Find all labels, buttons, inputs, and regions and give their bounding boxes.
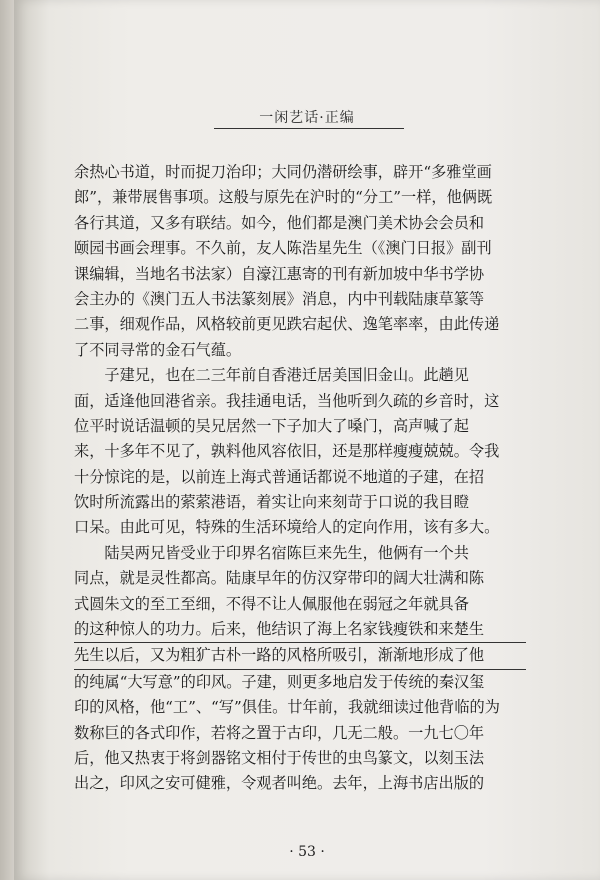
underlined-text-line: 的这种惊人的功力。后来，他结识了海上名家钱瘦铁和来楚生 <box>74 617 526 643</box>
text-line: 数称巨的各式印作，若将之置于古印，几无二般。一九七〇年 <box>74 723 485 742</box>
book-page <box>14 0 600 880</box>
underlined-text-line: 先生以后，又为粗犷古朴一路的风格所吸引，渐渐地形成了他 <box>74 643 526 669</box>
text-line: 出之，印风之安可健雅，令观者叫绝。去年，上海书店出版的 <box>74 774 485 793</box>
text-line: 郎”，兼带展售事项。这般与原先在沪时的“分工”一样，他俩既 <box>74 188 493 207</box>
body-text <box>74 160 526 797</box>
page-number: · 53 · <box>289 844 325 860</box>
running-header: 一闲艺话·正编 <box>259 110 355 126</box>
text-line: 口呆。由此可见，特殊的生活环境给人的定向作用，该有多大。 <box>74 518 500 537</box>
text-line: 面，适逢他回港省亲。我挂通电话，当他听到久疏的乡音时，这 <box>74 391 500 410</box>
text-line: 式圆朱文的至工至细，不得不让人佩服他在弱冠之年就具备 <box>74 594 469 613</box>
text-line: 陆吴两兄皆受业于印界名宿陈巨来先生，他俩有一个共 <box>74 543 469 562</box>
text-line: 的纯属“大写意”的印风。子建，则更多地启发于传统的秦汉玺 <box>74 672 485 691</box>
text-line: 余热心书道，时而捉刀治印；大同仍潜研绘事，辟开“多雅堂画 <box>74 163 492 181</box>
text-line: 十分惊诧的是，以前连上海式普通话都说不地道的子建，在招 <box>74 467 485 486</box>
text-line: 印的风格，他“工”、“写”俱佳。廿年前，我就细读过他背临的为 <box>74 698 500 717</box>
text-line: 饮时所流露出的萦萦港语，着实让向来刻苛于口说的我目瞪 <box>74 493 469 512</box>
adjacent-page-edge <box>0 0 14 880</box>
text-line: 位平时说话温顿的吴兄居然一下子加大了嗓门，高声喊了起 <box>74 416 469 435</box>
text-line: 会主办的《澳门五人书法篆刻展》消息，内中刊载陆康草篆等 <box>74 289 485 308</box>
text-line: 同点，就是灵性都高。陆康早年的仿汉穿带印的阔大壮满和陈 <box>74 569 485 588</box>
text-line: 各行其道，又多有联结。如今，他们都是澳门美术协会会员和 <box>74 213 485 232</box>
text-line: 子建兄，也在二三年前自香港迁居美国旧金山。此趟见 <box>74 366 469 385</box>
text-line: 了不同寻常的金石气蕴。 <box>74 340 242 359</box>
text-line: 后，他又热衷于将剑器铭文相付于传世的虫鸟篆文，以刻玉法 <box>74 748 485 767</box>
text-line: 颐园书画会理事。不久前，友人陈浩星先生（《澳门日报》副刊 <box>74 239 492 258</box>
text-line: 二事，细观作品，风格较前更见跌宕起伏、逸笔率率，由此传递 <box>74 315 500 334</box>
header-rule <box>214 128 404 129</box>
text-line: 课编辑，当地名书法家）自濠江惠寄的刊有新加坡中华书学协 <box>74 264 485 283</box>
text-line: 来，十多年不见了，孰料他风容依旧，还是那样瘦瘦兢兢。令我 <box>74 442 500 461</box>
